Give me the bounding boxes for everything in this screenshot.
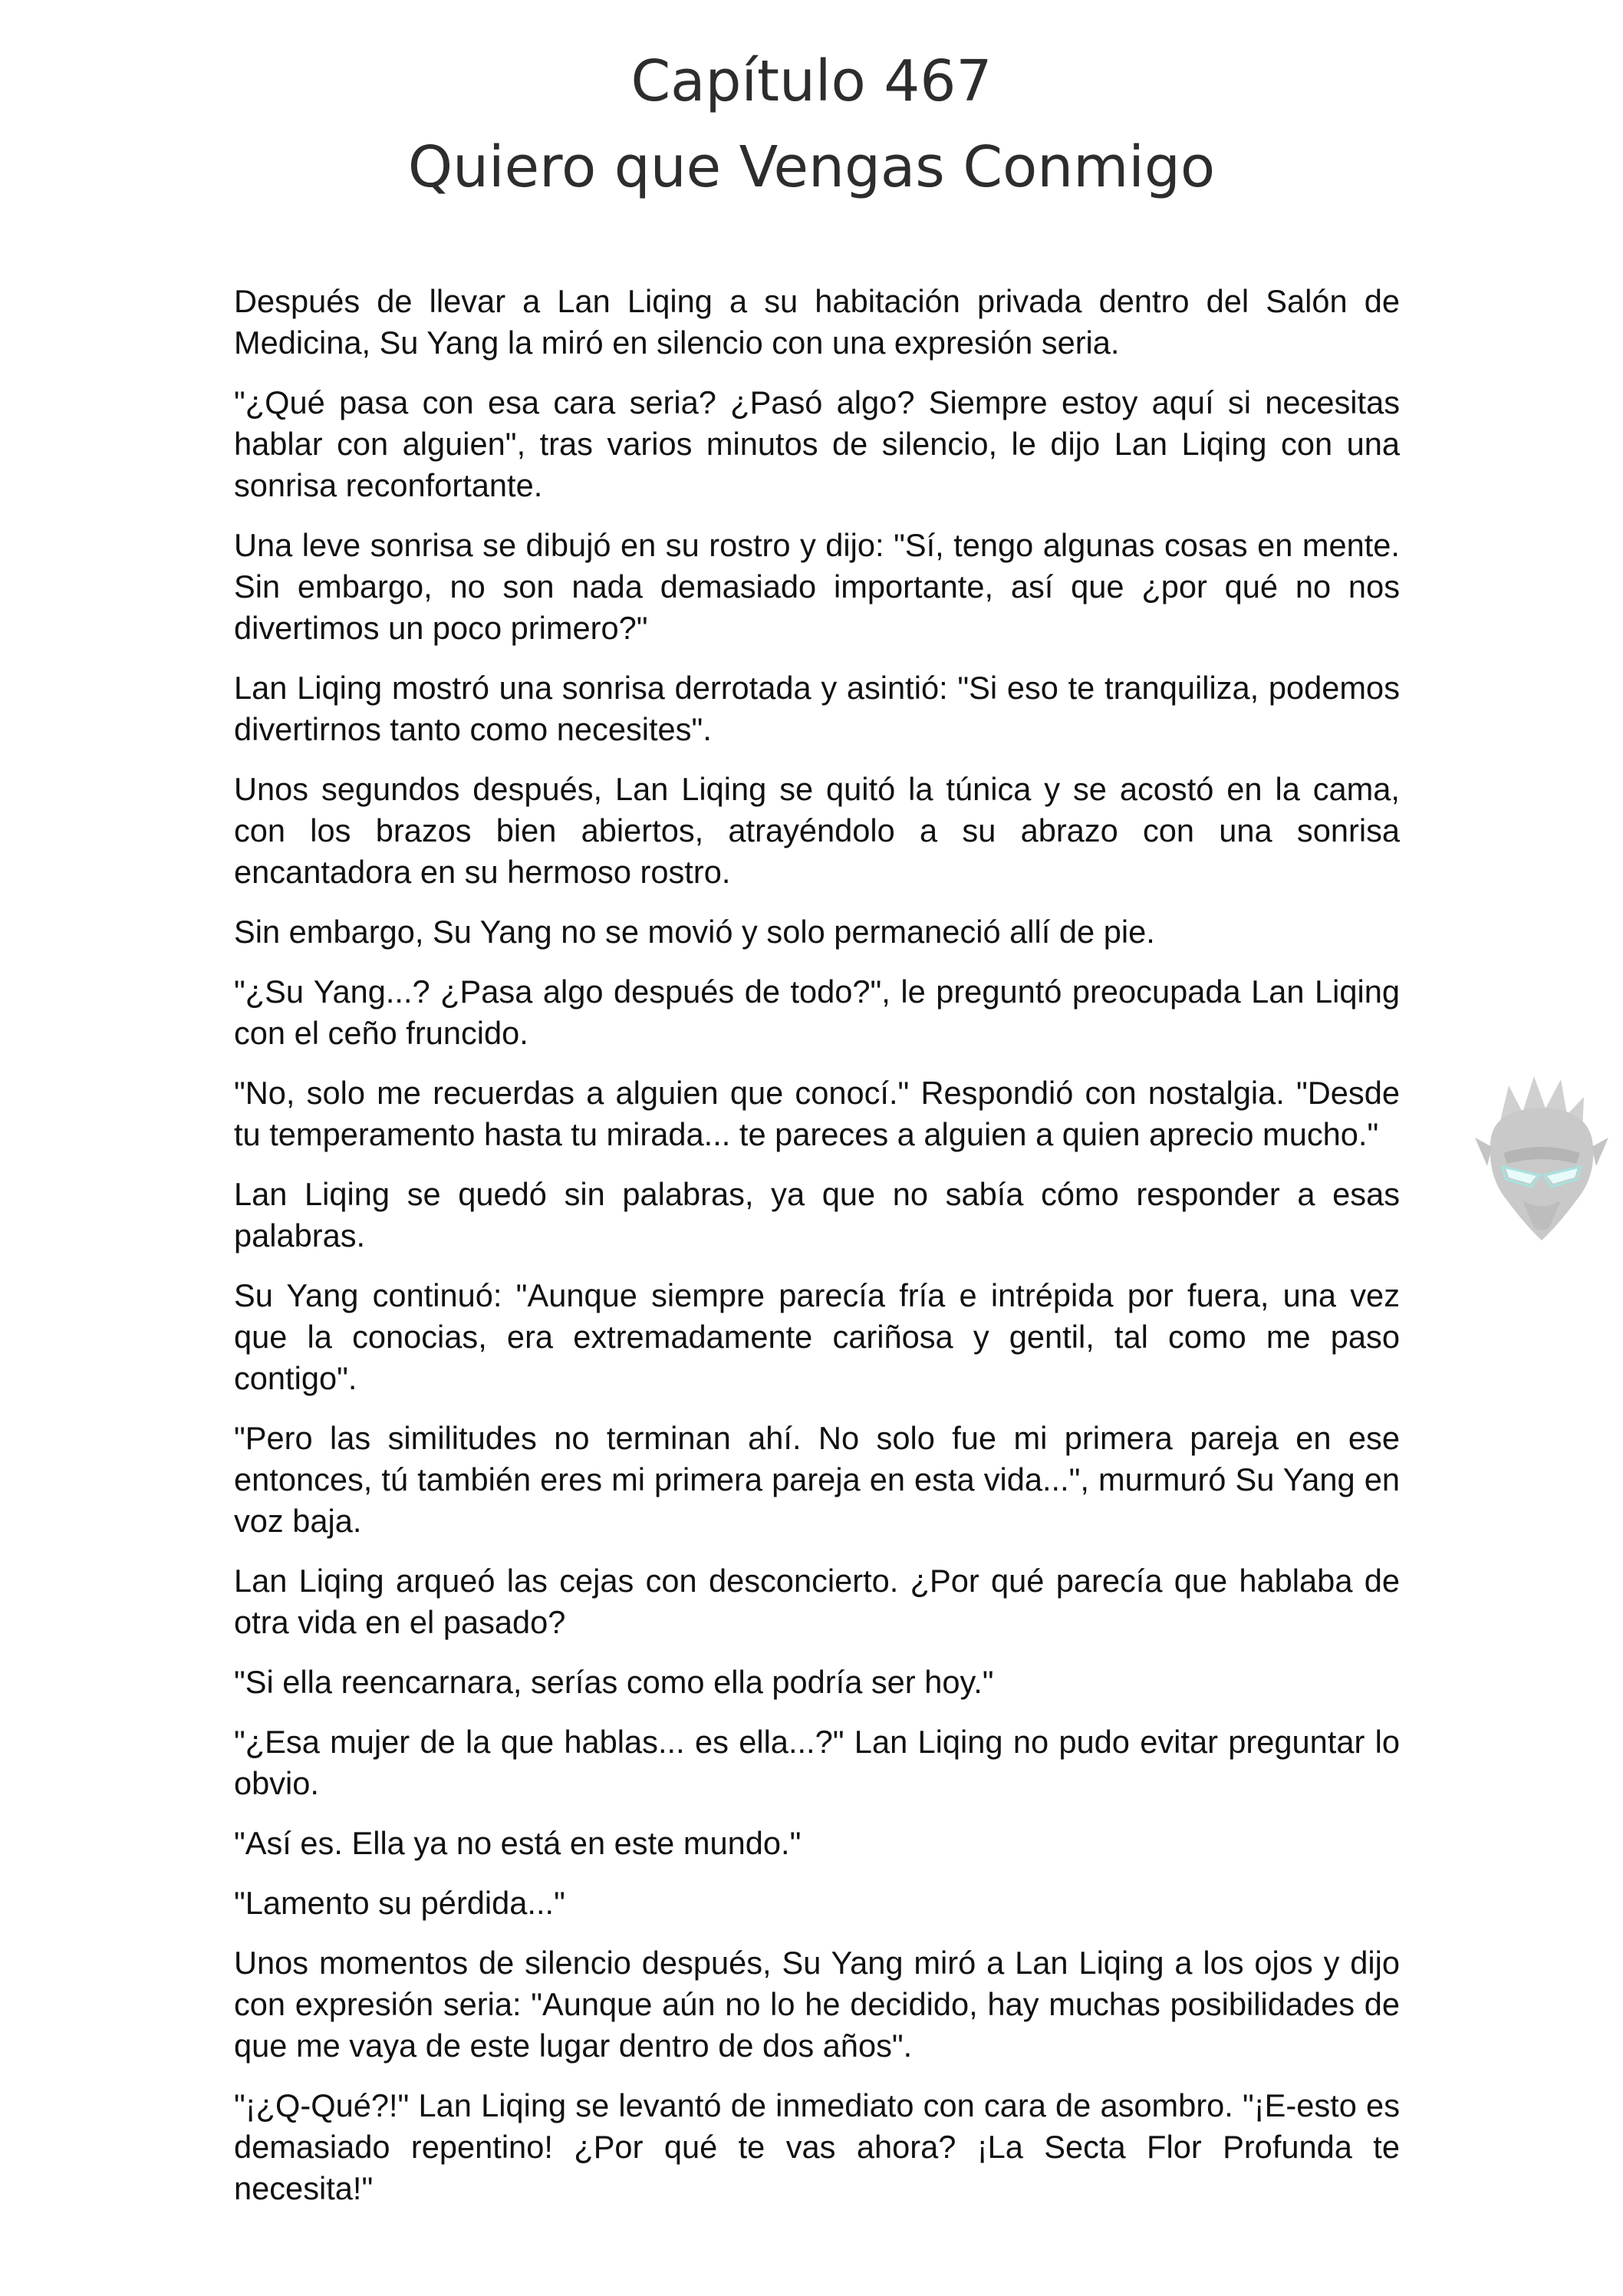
paragraph: "¡¿Q-Qué?!" Lan Liqing se levantó de inmediato con cara de asombro. "¡E-esto es demasiado repentino! ¿Por qué te vas ahora? ¡La Secta Flor Profunda te necesita!" <box>234 2087 1400 2206</box>
paragraph: "¿Su Yang...? ¿Pasa algo después de todo?", le preguntó preocupada Lan Liqing con el ceño fruncido. <box>234 973 1400 1051</box>
paragraph: "Si ella reencarnara, serías como ella podría ser hoy." <box>234 1664 994 1700</box>
paragraph: Unos segundos después, Lan Liqing se quitó la túnica y se acostó en la cama, con los brazos bien abiertos, atrayéndolo a su abrazo con una sonrisa encantadora en su hermoso rostro. <box>234 771 1400 890</box>
paragraph: "No, solo me recuerdas a alguien que conocí." Respondió con nostalgia. "Desde tu temperamento hasta tu mirada... te pareces a alguien a quien aprecio mucho." <box>234 1075 1400 1152</box>
paragraph: Después de llevar a Lan Liqing a su habitación privada dentro del Salón de Medicina, Su Yang la miró en silencio con una expresión seria. <box>234 283 1400 361</box>
paragraph: "¿Qué pasa con esa cara seria? ¿Pasó algo? Siempre estoy aquí si necesitas hablar con alguien", tras varios minutos de silencio, le dijo Lan Liqing con una sonrisa reconfortante. <box>234 384 1400 503</box>
paragraph: Lan Liqing se quedó sin palabras, ya que no sabía cómo responder a esas palabras. <box>234 1176 1400 1253</box>
paragraph: "Pero las similitudes no terminan ahí. No solo fue mi primera pareja en ese entonces, tú también eres mi primera pareja en esta vida...", murmuró Su Yang en voz baja. <box>234 1420 1400 1539</box>
paragraph: "¿Esa mujer de la que hablas... es ella...?" Lan Liqing no pudo evitar preguntar lo obvio. <box>234 1724 1400 1801</box>
paragraph: Lan Liqing arqueó las cejas con desconcierto. ¿Por qué parecía que hablaba de otra vida en el pasado? <box>234 1563 1400 1640</box>
paragraph: Una leve sonrisa se dibujó en su rostro y dijo: "Sí, tengo algunas cosas en mente. Sin embargo, no son nada demasiado importante, así que ¿por qué no nos divertimos un poco primero?" <box>234 527 1400 646</box>
paragraph: Sin embargo, Su Yang no se movió y solo permaneció allí de pie. <box>234 914 1155 950</box>
demon-head-logo-icon <box>1469 1070 1615 1247</box>
paragraph: Unos momentos de silencio después, Su Yang miró a Lan Liqing a los ojos y dijo con expresión seria: "Aunque aún no lo he decidido, hay muchas posibilidades de que me vaya de este lugar dentro de dos años". <box>234 1945 1400 2064</box>
chapter-title: Quiero que Vengas Conmigo <box>407 134 1216 200</box>
chapter-body <box>234 281 1400 2228</box>
paragraph: Su Yang continuó: "Aunque siempre parecía fría e intrépida por fuera, una vez que la conocias, era extremadamente cariñosa y gentil, tal como me paso contigo". <box>234 1277 1400 1396</box>
paragraph: "Así es. Ella ya no está en este mundo." <box>234 1825 802 1861</box>
chapter-heading: Capítulo 467 <box>630 48 993 114</box>
paragraph: Lan Liqing mostró una sonrisa derrotada y asintió: "Si eso te tranquiliza, podemos divertirnos tanto como necesites". <box>234 670 1400 747</box>
chapter-header <box>0 38 1623 210</box>
paragraph: "Lamento su pérdida..." <box>234 1885 565 1921</box>
